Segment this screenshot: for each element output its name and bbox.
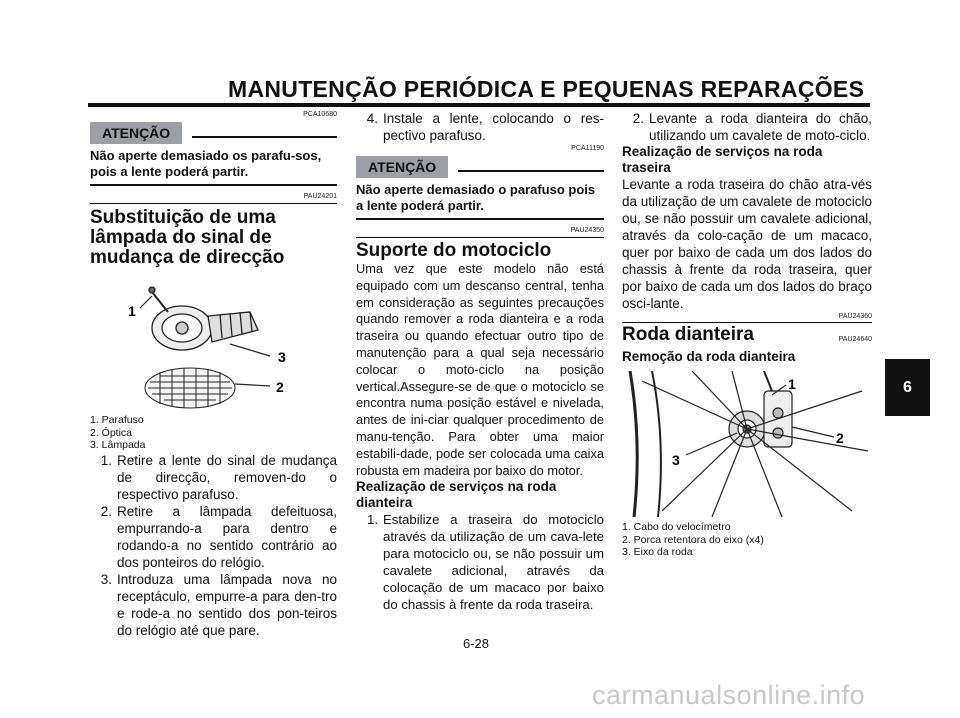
figure-caption: 2. Porca retentora do eixo (x4) [622,533,764,546]
ref-code: PAU24360 [838,313,872,320]
caution-label: ATENÇÃO [356,156,448,178]
column-3 [622,110,872,559]
body-paragraph: Levante a roda traseira do chão atra-vés da utilização de um cavalete de motociclo ou, se não possuir um cavalete adicional, através da colo-cação de um macaco, quer por baixo de cada um dos lados do chassis à frente da roda traseira, quer por baixo de cada um dos lados do braço osci-lante. [622,177,872,311]
callout-line-3 [230,344,270,356]
body-paragraph: Uma vez que este modelo não está equipado com um descanso central, tenha em consideração as seguintes precauções quando remover a roda dianteira e a roda traseira ou quando efectuar outro tipo de manutenção para a qual seja necessário colocar o moto-ciclo na posição vertical.Assegure-se de que o motociclo se encontra numa posição estável e nivelada, antes de ini-ciar qualquer procedimento de manu-tenção. Para obter uma maior estabili-dade, pode ser colocada uma caixa robusta em madeira por baixo do motor. [356,261,604,478]
callout-line-3 [686,433,737,455]
section-heading: Roda dianteira [622,324,754,345]
callout-label-2: 2 [836,430,844,446]
header-rule [88,103,870,107]
step-number: 2. [632,111,644,126]
ref-code: PAU24640 [838,336,872,343]
step-text: Instale a lente, colocando o res-pectivo parafuso. [383,111,604,143]
step-number: 4. [366,111,378,126]
column-1 [90,110,337,639]
ref-code: PAU24350 [570,227,604,234]
figure-caption: 3. Lâmpada [90,439,146,451]
callout-line-1 [140,296,152,308]
instruction-step [622,110,872,144]
section-heading-row [622,322,872,345]
figure-caption: 1. Parafuso [90,414,144,426]
sub-heading: Realização de serviços na roda dianteira [356,479,557,511]
section-rule [90,203,337,204]
ref-code: PAU24201 [303,193,337,200]
page-number: 6-28 [463,636,490,651]
step-number: 2. [100,503,112,519]
watermark-text: carmanualsonline.info [592,680,866,710]
caution-box [90,122,337,144]
callout-line-2 [235,384,270,386]
instruction-step [90,452,337,503]
figure-caption: 1. Cabo do velocímetro [622,521,731,533]
step-text: Retire a lâmpada defeituosa, empurrando-a para dentro e rodando-a no sentido contrário ao dos ponteiros do relógio. [117,503,337,570]
step-number: 3. [100,571,112,587]
caution-box [356,156,604,178]
sub-heading: Remoção da roda dianteira [622,349,796,364]
ref-code: PCA11190 [571,145,604,152]
page-header-title: MANUTENÇÃO PERIÓDICA E PEQUENAS REPARAÇÕES [228,76,865,102]
figure-caption: 3. Eixo da roda [622,546,693,558]
caution-label: ATENÇÃO [90,122,182,144]
caution-text: Não aperte demasiado o parafuso pois a lente poderá partir. [356,182,604,220]
callout-label-3: 3 [672,452,680,468]
turn-signal-figure [90,272,337,412]
chapter-tab: 6 [885,359,930,416]
instruction-step [90,503,337,571]
sub-heading: Realização de serviços na roda traseira [622,144,823,175]
figure-caption: 2. Óptica [90,426,133,439]
callout-label-3: 3 [278,349,286,365]
step-text: Retire a lente do sinal de mudança de direcção, removen-do o respectivo parafuso. [117,452,337,502]
step-number: 1. [100,452,112,468]
callout-label-2: 2 [276,379,284,395]
callout-line-2 [792,427,834,437]
section-heading: Substituição de uma lâmpada do sinal de mudança de direcção [90,207,285,268]
caution-rule [458,170,604,172]
callout-label-1: 1 [128,303,136,319]
column-2 [356,110,604,613]
step-number: 1. [367,512,378,528]
bulb-socket-illustration [149,287,258,350]
wheel-hub-illustration [630,371,868,517]
step-text: Introduza uma lâmpada nova no receptáculo, empurre-a para den-tro e rode-a no sentido dos pon-teiros do relógio até que pare. [117,571,337,638]
lens-illustration [145,368,235,408]
caution-rule [192,136,337,138]
instruction-step [356,110,604,144]
callout-label-1: 1 [788,376,796,392]
front-wheel-figure [622,371,872,517]
instruction-step [356,511,604,613]
section-rule [356,237,604,238]
step-text: Estabilize a traseira do motociclo através da utilização de um cava-lete para motociclo ou, se não possuir um cavalete adicional, através da colocação de um macaco por baixo do chassis à frente da roda traseira. [383,512,604,613]
step-text: Levante a roda dianteira do chão, utilizando um cavalete de moto-ciclo. [649,111,872,143]
ref-code: PCA10680 [303,111,337,118]
section-heading: Suporte do motociclo [356,240,552,261]
caution-text: Não aperte demasiado os parafu-sos, pois a lente poderá partir. [90,148,337,186]
instruction-step [90,571,337,639]
